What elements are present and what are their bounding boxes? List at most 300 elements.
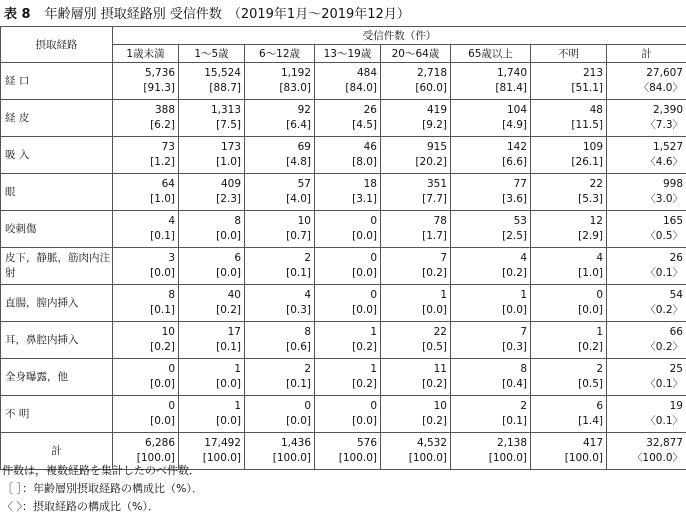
count-value: 1 bbox=[234, 400, 241, 412]
data-cell bbox=[381, 285, 451, 322]
count-value: 57 bbox=[297, 178, 311, 190]
count-value: 15,524 bbox=[204, 67, 241, 79]
data-cell bbox=[179, 174, 245, 211]
column-header: 1～5歳 bbox=[179, 45, 245, 63]
data-cell bbox=[245, 63, 315, 100]
column-header: 1歳未満 bbox=[113, 45, 179, 63]
data-cell bbox=[179, 359, 245, 396]
percent-value: [100.0] bbox=[408, 452, 447, 464]
data-cell bbox=[607, 322, 686, 359]
percent-value: 〈7.3〉 bbox=[645, 119, 683, 131]
data-cell bbox=[531, 137, 607, 174]
count-value: 26 bbox=[363, 104, 377, 116]
count-value: 1,527 bbox=[652, 141, 683, 153]
percent-value: 〈0.1〉 bbox=[645, 378, 683, 390]
percent-value: [0.0] bbox=[502, 304, 527, 316]
percent-value: [26.1] bbox=[571, 156, 603, 168]
count-value: 3 bbox=[168, 252, 175, 264]
data-cell bbox=[179, 137, 245, 174]
percent-value: 〈0.5〉 bbox=[645, 230, 683, 242]
data-cell bbox=[531, 211, 607, 248]
table-row bbox=[1, 359, 686, 396]
percent-value: [0.2] bbox=[502, 267, 527, 279]
percent-value: [51.1] bbox=[571, 82, 603, 94]
data-cell bbox=[381, 322, 451, 359]
data-cell bbox=[113, 396, 179, 433]
percent-value: [0.1] bbox=[216, 341, 241, 353]
percent-value: [0.0] bbox=[286, 415, 311, 427]
percent-value: [0.0] bbox=[150, 415, 175, 427]
percent-value: [0.1] bbox=[502, 415, 527, 427]
data-cell bbox=[531, 322, 607, 359]
percent-value: [88.7] bbox=[209, 82, 241, 94]
count-value: 419 bbox=[426, 104, 447, 116]
count-value: 22 bbox=[589, 178, 603, 190]
data-cell bbox=[113, 174, 179, 211]
data-cell bbox=[451, 248, 531, 285]
percent-value: [2.9] bbox=[578, 230, 603, 242]
percent-value: [0.0] bbox=[352, 267, 377, 279]
data-cell bbox=[531, 248, 607, 285]
table-number: 表 8 bbox=[4, 7, 31, 22]
count-value: 2 bbox=[596, 363, 603, 375]
percent-value: [7.5] bbox=[216, 119, 241, 131]
data-cell bbox=[607, 359, 686, 396]
percent-value: [0.2] bbox=[422, 378, 447, 390]
data-cell bbox=[607, 100, 686, 137]
count-value: 484 bbox=[356, 67, 377, 79]
route-age-table bbox=[0, 26, 686, 470]
data-cell bbox=[315, 433, 381, 470]
data-cell bbox=[381, 396, 451, 433]
column-header: 計 bbox=[607, 45, 686, 63]
data-cell bbox=[245, 248, 315, 285]
percent-value: [3.1] bbox=[352, 193, 377, 205]
percent-value: [4.0] bbox=[286, 193, 311, 205]
count-value: 109 bbox=[582, 141, 603, 153]
data-cell bbox=[315, 285, 381, 322]
count-value: 1,740 bbox=[496, 67, 527, 79]
data-cell bbox=[245, 100, 315, 137]
count-value: 0 bbox=[168, 363, 175, 375]
count-value: 417 bbox=[582, 437, 603, 449]
percent-value: 〈100.0〉 bbox=[631, 452, 683, 464]
count-value: 0 bbox=[370, 289, 377, 301]
percent-value: [1.0] bbox=[216, 156, 241, 168]
count-value: 4,532 bbox=[416, 437, 447, 449]
count-value: 54 bbox=[669, 289, 683, 301]
percent-value: 〈84.0〉 bbox=[638, 82, 683, 94]
percent-value: [0.0] bbox=[578, 304, 603, 316]
percent-value: [0.0] bbox=[352, 304, 377, 316]
count-value: 6,286 bbox=[144, 437, 175, 449]
data-cell bbox=[607, 285, 686, 322]
percent-value: [0.3] bbox=[502, 341, 527, 353]
percent-value: [100.0] bbox=[338, 452, 377, 464]
data-cell bbox=[245, 433, 315, 470]
count-value: 4 bbox=[168, 215, 175, 227]
count-value: 32,877 bbox=[646, 437, 683, 449]
count-value: 25 bbox=[669, 363, 683, 375]
count-value: 0 bbox=[370, 400, 377, 412]
percent-value: 〈4.6〉 bbox=[645, 156, 683, 168]
data-cell bbox=[451, 174, 531, 211]
row-label: 全身曝露，他 bbox=[1, 359, 113, 396]
percent-value: [2.5] bbox=[502, 230, 527, 242]
data-cell bbox=[113, 137, 179, 174]
count-value: 2,138 bbox=[496, 437, 527, 449]
row-label: 咬刺傷 bbox=[1, 211, 113, 248]
data-cell bbox=[381, 433, 451, 470]
count-value: 7 bbox=[440, 252, 447, 264]
data-cell bbox=[451, 211, 531, 248]
percent-value: [0.2] bbox=[150, 341, 175, 353]
count-value: 4 bbox=[304, 289, 311, 301]
column-header: 65歳以上 bbox=[451, 45, 531, 63]
count-value: 165 bbox=[662, 215, 683, 227]
count-value: 7 bbox=[520, 326, 527, 338]
count-value: 66 bbox=[669, 326, 683, 338]
count-value: 1 bbox=[370, 326, 377, 338]
data-cell bbox=[245, 174, 315, 211]
count-value: 11 bbox=[433, 363, 447, 375]
count-value: 77 bbox=[513, 178, 527, 190]
count-value: 1,192 bbox=[280, 67, 311, 79]
data-cell bbox=[451, 63, 531, 100]
data-cell bbox=[381, 63, 451, 100]
table-title bbox=[4, 3, 410, 22]
percent-value: [0.2] bbox=[422, 415, 447, 427]
percent-value: [91.3] bbox=[143, 82, 175, 94]
data-cell bbox=[245, 285, 315, 322]
data-cell bbox=[113, 322, 179, 359]
data-cell bbox=[245, 322, 315, 359]
count-value: 351 bbox=[426, 178, 447, 190]
percent-value: [1.7] bbox=[422, 230, 447, 242]
row-label: 吸 入 bbox=[1, 137, 113, 174]
data-cell bbox=[315, 137, 381, 174]
count-value: 22 bbox=[433, 326, 447, 338]
count-value: 17 bbox=[227, 326, 241, 338]
data-cell bbox=[451, 359, 531, 396]
table-row bbox=[1, 248, 686, 285]
data-cell bbox=[245, 359, 315, 396]
percent-value: [100.0] bbox=[488, 452, 527, 464]
data-cell bbox=[315, 211, 381, 248]
table-row bbox=[1, 396, 686, 433]
data-cell bbox=[381, 211, 451, 248]
data-cell bbox=[531, 433, 607, 470]
data-cell bbox=[381, 248, 451, 285]
percent-value: [83.0] bbox=[279, 82, 311, 94]
count-value: 73 bbox=[161, 141, 175, 153]
note-line: 件数は，複数経路を集計したのべ件数． bbox=[2, 464, 200, 477]
count-value: 0 bbox=[370, 215, 377, 227]
data-cell bbox=[179, 285, 245, 322]
count-value: 0 bbox=[168, 400, 175, 412]
percent-value: [7.7] bbox=[422, 193, 447, 205]
data-cell bbox=[245, 137, 315, 174]
table-body bbox=[1, 63, 686, 470]
data-cell bbox=[315, 359, 381, 396]
count-value: 4 bbox=[596, 252, 603, 264]
count-value: 915 bbox=[426, 141, 447, 153]
data-cell bbox=[451, 100, 531, 137]
data-cell bbox=[607, 137, 686, 174]
data-cell bbox=[245, 211, 315, 248]
count-value: 5,736 bbox=[144, 67, 175, 79]
table-period: （2019年1月～2019年12月） bbox=[227, 7, 410, 22]
count-value: 18 bbox=[363, 178, 377, 190]
count-value: 78 bbox=[433, 215, 447, 227]
data-cell bbox=[113, 63, 179, 100]
count-value: 4 bbox=[520, 252, 527, 264]
percent-value: [1.2] bbox=[150, 156, 175, 168]
data-cell bbox=[179, 63, 245, 100]
row-label: 不 明 bbox=[1, 396, 113, 433]
count-value: 1 bbox=[596, 326, 603, 338]
count-value: 10 bbox=[161, 326, 175, 338]
note-line: 〈 〉：摂取経路の構成比（%）． bbox=[2, 500, 159, 513]
data-cell bbox=[113, 211, 179, 248]
percent-value: [4.5] bbox=[352, 119, 377, 131]
percent-value: [9.2] bbox=[422, 119, 447, 131]
count-value: 12 bbox=[589, 215, 603, 227]
data-cell bbox=[381, 174, 451, 211]
percent-value: [0.0] bbox=[422, 304, 447, 316]
data-cell bbox=[381, 359, 451, 396]
count-value: 213 bbox=[582, 67, 603, 79]
row-label: 経 口 bbox=[1, 63, 113, 100]
count-value: 2,718 bbox=[416, 67, 447, 79]
count-value: 69 bbox=[297, 141, 311, 153]
percent-value: [1.0] bbox=[578, 267, 603, 279]
count-value: 0 bbox=[304, 400, 311, 412]
row-label: 経 皮 bbox=[1, 100, 113, 137]
percent-value: [0.0] bbox=[150, 267, 175, 279]
data-cell bbox=[113, 285, 179, 322]
count-value: 142 bbox=[506, 141, 527, 153]
data-cell bbox=[451, 137, 531, 174]
percent-value: 〈0.1〉 bbox=[645, 415, 683, 427]
table-title-text: 年齢層別 摂取経路別 受信件数 bbox=[44, 7, 222, 22]
data-cell bbox=[315, 322, 381, 359]
data-cell bbox=[315, 63, 381, 100]
percent-value: [0.1] bbox=[286, 267, 311, 279]
data-cell bbox=[607, 433, 686, 470]
percent-value: [0.2] bbox=[352, 341, 377, 353]
percent-value: [100.0] bbox=[564, 452, 603, 464]
percent-value: [0.0] bbox=[216, 267, 241, 279]
table-row bbox=[1, 211, 686, 248]
count-value: 104 bbox=[506, 104, 527, 116]
row-label: 直腸，膣内挿入 bbox=[1, 285, 113, 322]
percent-value: [0.0] bbox=[216, 230, 241, 242]
table-notes bbox=[2, 462, 203, 516]
percent-value: [100.0] bbox=[272, 452, 311, 464]
data-cell bbox=[451, 322, 531, 359]
data-cell bbox=[451, 285, 531, 322]
table-row bbox=[1, 322, 686, 359]
count-value: 8 bbox=[234, 215, 241, 227]
data-cell bbox=[315, 396, 381, 433]
data-cell bbox=[179, 100, 245, 137]
count-value: 2 bbox=[304, 363, 311, 375]
percent-value: [6.6] bbox=[502, 156, 527, 168]
data-cell bbox=[179, 396, 245, 433]
data-cell bbox=[315, 174, 381, 211]
count-value: 173 bbox=[220, 141, 241, 153]
percent-value: [0.0] bbox=[216, 415, 241, 427]
column-header: 不明 bbox=[531, 45, 607, 63]
column-header: 13～19歳 bbox=[315, 45, 381, 63]
data-cell bbox=[531, 100, 607, 137]
percent-value: [0.0] bbox=[150, 378, 175, 390]
data-cell bbox=[531, 174, 607, 211]
count-value: 53 bbox=[513, 215, 527, 227]
percent-value: [4.9] bbox=[502, 119, 527, 131]
table-row bbox=[1, 63, 686, 100]
percent-value: [2.3] bbox=[216, 193, 241, 205]
percent-value: [0.1] bbox=[150, 230, 175, 242]
column-header: 20～64歳 bbox=[381, 45, 451, 63]
percent-value: [0.2] bbox=[352, 378, 377, 390]
count-value: 6 bbox=[596, 400, 603, 412]
count-group-header: 受信件数（件） bbox=[113, 27, 686, 45]
count-value: 8 bbox=[168, 289, 175, 301]
percent-value: [4.8] bbox=[286, 156, 311, 168]
percent-value: [0.1] bbox=[150, 304, 175, 316]
percent-value: [100.0] bbox=[202, 452, 241, 464]
route-header: 摂取経路 bbox=[1, 27, 113, 63]
column-header: 6～12歳 bbox=[245, 45, 315, 63]
data-cell bbox=[531, 359, 607, 396]
data-cell bbox=[531, 396, 607, 433]
count-value: 10 bbox=[297, 215, 311, 227]
percent-value: 〈0.2〉 bbox=[645, 304, 683, 316]
percent-value: [0.5] bbox=[578, 378, 603, 390]
count-value: 26 bbox=[669, 252, 683, 264]
percent-value: [81.4] bbox=[495, 82, 527, 94]
note-line: ［ ］：年齢層別摂取経路の構成比（%）． bbox=[2, 482, 203, 495]
data-cell bbox=[381, 100, 451, 137]
data-cell bbox=[179, 248, 245, 285]
percent-value: [100.0] bbox=[136, 452, 175, 464]
count-value: 0 bbox=[596, 289, 603, 301]
row-label: 皮下，静脈，筋肉内注射 bbox=[1, 248, 113, 285]
table-row bbox=[1, 174, 686, 211]
count-value: 10 bbox=[433, 400, 447, 412]
data-cell bbox=[381, 137, 451, 174]
percent-value: [60.0] bbox=[415, 82, 447, 94]
percent-value: 〈0.2〉 bbox=[645, 341, 683, 353]
count-value: 2 bbox=[520, 400, 527, 412]
table-row bbox=[1, 137, 686, 174]
percent-value: [0.5] bbox=[422, 341, 447, 353]
row-label: 計 bbox=[1, 433, 113, 470]
count-value: 1,313 bbox=[210, 104, 241, 116]
count-value: 17,492 bbox=[204, 437, 241, 449]
data-cell bbox=[315, 248, 381, 285]
percent-value: [1.0] bbox=[150, 193, 175, 205]
percent-value: [0.3] bbox=[286, 304, 311, 316]
percent-value: [1.4] bbox=[578, 415, 603, 427]
percent-value: [0.0] bbox=[216, 378, 241, 390]
data-cell bbox=[607, 248, 686, 285]
count-value: 6 bbox=[234, 252, 241, 264]
percent-value: [0.0] bbox=[352, 415, 377, 427]
percent-value: [0.7] bbox=[286, 230, 311, 242]
table-row bbox=[1, 100, 686, 137]
percent-value: [0.2] bbox=[578, 341, 603, 353]
count-value: 27,607 bbox=[646, 67, 683, 79]
count-value: 1 bbox=[234, 363, 241, 375]
count-value: 92 bbox=[297, 104, 311, 116]
percent-value: [11.5] bbox=[571, 119, 603, 131]
table-row bbox=[1, 285, 686, 322]
percent-value: [0.0] bbox=[352, 230, 377, 242]
count-value: 1 bbox=[370, 363, 377, 375]
data-cell bbox=[607, 63, 686, 100]
data-cell bbox=[179, 211, 245, 248]
count-value: 2 bbox=[304, 252, 311, 264]
percent-value: 〈0.1〉 bbox=[645, 267, 683, 279]
data-cell bbox=[607, 396, 686, 433]
count-value: 40 bbox=[227, 289, 241, 301]
count-value: 48 bbox=[589, 104, 603, 116]
percent-value: 〈3.0〉 bbox=[645, 193, 683, 205]
row-label: 眼 bbox=[1, 174, 113, 211]
data-cell bbox=[245, 396, 315, 433]
data-cell bbox=[607, 211, 686, 248]
count-value: 1,436 bbox=[280, 437, 311, 449]
percent-value: [84.0] bbox=[345, 82, 377, 94]
data-cell bbox=[113, 248, 179, 285]
data-cell bbox=[179, 322, 245, 359]
percent-value: [20.2] bbox=[415, 156, 447, 168]
count-value: 8 bbox=[304, 326, 311, 338]
percent-value: [6.4] bbox=[286, 119, 311, 131]
percent-value: [6.2] bbox=[150, 119, 175, 131]
data-cell bbox=[531, 285, 607, 322]
data-cell bbox=[451, 433, 531, 470]
count-value: 64 bbox=[161, 178, 175, 190]
data-cell bbox=[451, 396, 531, 433]
data-cell bbox=[113, 100, 179, 137]
percent-value: [0.2] bbox=[216, 304, 241, 316]
count-value: 8 bbox=[520, 363, 527, 375]
data-cell bbox=[607, 174, 686, 211]
data-cell bbox=[113, 359, 179, 396]
percent-value: [0.4] bbox=[502, 378, 527, 390]
percent-value: [5.3] bbox=[578, 193, 603, 205]
count-value: 19 bbox=[669, 400, 683, 412]
data-cell bbox=[315, 100, 381, 137]
percent-value: [0.6] bbox=[286, 341, 311, 353]
count-value: 1 bbox=[520, 289, 527, 301]
count-value: 46 bbox=[363, 141, 377, 153]
percent-value: [8.0] bbox=[352, 156, 377, 168]
count-value: 1 bbox=[440, 289, 447, 301]
row-label: 耳，鼻腔内挿入 bbox=[1, 322, 113, 359]
count-value: 409 bbox=[220, 178, 241, 190]
count-value: 2,390 bbox=[652, 104, 683, 116]
count-value: 388 bbox=[154, 104, 175, 116]
data-cell bbox=[531, 63, 607, 100]
percent-value: [0.2] bbox=[422, 267, 447, 279]
count-value: 0 bbox=[370, 252, 377, 264]
percent-value: [3.6] bbox=[502, 193, 527, 205]
